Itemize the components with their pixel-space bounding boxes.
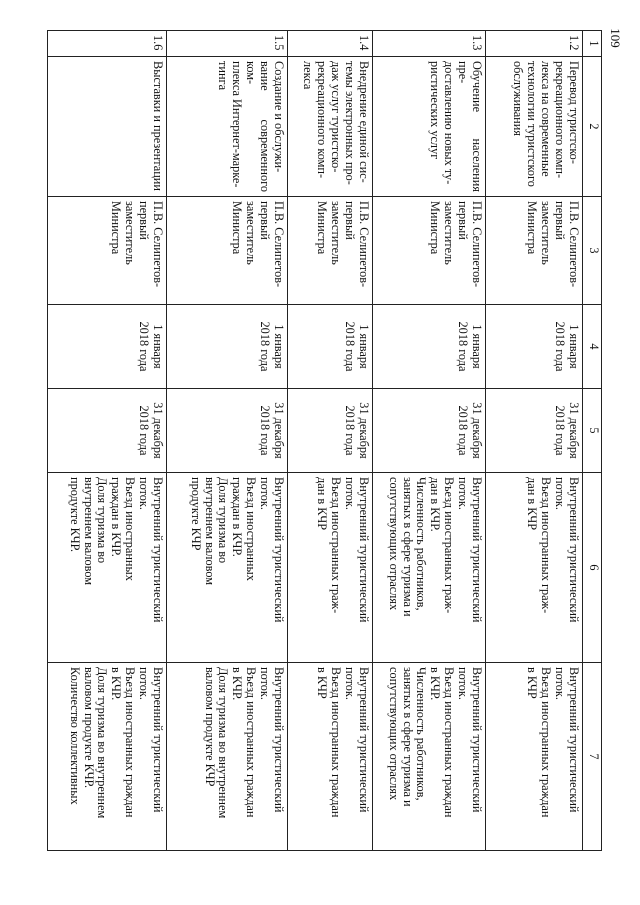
indicators-line: Численность работников,	[414, 667, 429, 801]
expected-result-line: внутреннем валовом	[81, 477, 96, 586]
expected-result-line: граждан в КЧР.	[109, 477, 124, 557]
expected-result-line: продукте КЧР	[188, 477, 203, 551]
header-col-7: 7	[583, 663, 602, 851]
event-title-line: лекса на современные	[539, 61, 554, 177]
responsible-line: П.В. Селипетов-	[151, 201, 165, 288]
header-row	[583, 31, 602, 851]
indicators-line: Въезд иностранных граждан	[442, 667, 457, 818]
indicators-line: поток.	[137, 667, 152, 700]
start-date-line: 1 января	[357, 324, 371, 369]
expected-result-line: дан в КЧР	[525, 477, 540, 531]
start-date-line: 1 января	[567, 324, 581, 369]
indicators-line: Въезд иностранных граждан	[329, 667, 344, 818]
end-date-line: 31 декабря	[357, 402, 371, 459]
indicators-line: Внутренний туристический	[470, 667, 484, 813]
event-title-cell	[167, 57, 288, 197]
responsible-line: П.В. Селипетов-	[272, 201, 286, 288]
expected-result-line: Численность работников,	[414, 477, 429, 611]
end-date-line: 31 декабря	[567, 402, 581, 459]
start-date-cell	[48, 305, 167, 389]
expected-result-line: Въезд иностранных	[123, 477, 138, 581]
expected-result-cell	[288, 473, 373, 663]
event-title-line: Обучение населения пре-	[456, 61, 484, 192]
event-title-cell	[48, 57, 167, 197]
responsible-line: Министра	[525, 201, 540, 255]
table-row	[167, 31, 288, 851]
header-col-6: 6	[583, 473, 602, 663]
end-date-line: 2018 года	[258, 405, 273, 456]
header-col-2: 2	[583, 57, 602, 197]
expected-result-line: поток.	[553, 477, 568, 510]
event-title-line: темы электронных про-	[343, 61, 358, 185]
end-date-line: 31 декабря	[272, 402, 286, 459]
event-title-line: тинга	[216, 61, 231, 91]
indicators-line: Въезд иностранных граждан	[244, 667, 259, 818]
expected-result-line: Въезд иностранных	[244, 477, 259, 581]
event-title-cell	[486, 57, 583, 197]
expected-result-line: Доля туризма во	[95, 477, 110, 564]
expected-result-line: дан в КЧР.	[428, 477, 443, 532]
responsible-line: первый заместитель	[442, 201, 471, 265]
end-date-line: 2018 года	[137, 405, 152, 456]
event-title-line: рекреационного комп-	[553, 61, 568, 179]
expected-result-cell	[167, 473, 288, 663]
expected-result-line: Внутренний туристический	[357, 477, 371, 623]
responsible-line: Министра	[315, 201, 330, 255]
responsible-line: первый заместитель	[539, 201, 568, 265]
event-title-line: даж услуг туристско-	[329, 61, 344, 173]
responsible-line: Министра	[428, 201, 443, 255]
indicators-line: Доля туризма во внутреннем	[95, 667, 110, 819]
start-date-cell	[373, 305, 486, 389]
plan-table	[47, 30, 602, 851]
indicators-line: Въезд иностранных граждан	[539, 667, 554, 818]
responsible-line: первый заместитель	[244, 201, 273, 265]
start-date-line: 2018 года	[553, 321, 568, 372]
header-col-3: 3	[583, 197, 602, 305]
start-date-cell	[486, 305, 583, 389]
start-date-cell	[167, 305, 288, 389]
event-title-line: рекреационного комп-	[315, 61, 330, 179]
expected-result-line: Въезд иностранных граж-	[329, 477, 344, 614]
indicators-line: поток.	[553, 667, 568, 700]
expected-result-line: Внутренний туристический	[470, 477, 484, 623]
indicators-line: в КЧР	[525, 667, 540, 699]
event-title-line: вание современного ком-	[244, 61, 273, 192]
indicators-line: в КЧР.	[109, 667, 124, 701]
responsible-line: П.В. Селипетов-	[470, 201, 484, 288]
indicators-line: Количество коллективных	[67, 667, 82, 805]
expected-result-cell	[48, 473, 167, 663]
expected-result-line: внутреннем валовом	[202, 477, 217, 586]
indicators-cell	[373, 663, 486, 851]
expected-result-line: Внутренний туристический	[272, 477, 286, 623]
indicators-line: Въезд иностранных граждан	[123, 667, 138, 818]
expected-result-line: продукте КЧР.	[67, 477, 82, 553]
responsible-cell	[167, 197, 288, 305]
page-number: 109	[607, 28, 623, 48]
end-date-line: 31 декабря	[470, 402, 484, 459]
indicators-line: Внутренний туристический	[151, 667, 165, 813]
indicators-line: занятых в сфере туризма и	[400, 667, 415, 807]
table-body	[48, 31, 583, 851]
responsible-cell	[48, 197, 167, 305]
start-date-cell	[288, 305, 373, 389]
expected-result-cell	[373, 473, 486, 663]
event-title-cell	[373, 57, 486, 197]
indicators-line: в КЧР.	[428, 667, 443, 701]
responsible-line: П.В. Селипетов-	[567, 201, 581, 288]
indicators-cell	[288, 663, 373, 851]
responsible-line: первый заместитель	[123, 201, 152, 265]
expected-result-line: Въезд иностранных граж-	[539, 477, 554, 614]
responsible-cell	[373, 197, 486, 305]
indicators-line: валовом продукте КЧР	[202, 667, 217, 787]
expected-result-line: поток.	[258, 477, 273, 510]
responsible-cell	[486, 197, 583, 305]
indicators-line: поток.	[258, 667, 273, 700]
event-title-line: Создание и обслужи-	[272, 61, 286, 173]
indicators-line: Внутренний туристический	[272, 667, 286, 813]
expected-result-cell	[486, 473, 583, 663]
expected-result-line: поток.	[343, 477, 358, 510]
responsible-line: Министра	[109, 201, 124, 255]
indicators-line: Доля туризма во внутреннем	[216, 667, 231, 819]
expected-result-line: Въезд иностранных граж-	[442, 477, 457, 614]
indicators-line: Внутренний туристический	[357, 667, 371, 813]
indicators-line: Внутренний туристический	[567, 667, 581, 813]
indicators-line: поток.	[456, 667, 471, 700]
start-date-line: 2018 года	[456, 321, 471, 372]
event-title-line: ристических услуг	[428, 61, 443, 160]
responsible-cell	[288, 197, 373, 305]
expected-result-line: Внутренний туристический	[567, 477, 581, 623]
table-row	[48, 31, 167, 851]
end-date-line: 2018 года	[553, 405, 568, 456]
expected-result-line: поток.	[137, 477, 152, 510]
indicators-cell	[167, 663, 288, 851]
row-number-cell: 1.2	[486, 31, 583, 57]
header-col-5: 5	[583, 389, 602, 473]
end-date-line: 2018 года	[456, 405, 471, 456]
end-date-cell	[48, 389, 167, 473]
event-title-line: Внедрение единой сис-	[357, 61, 371, 183]
end-date-cell	[167, 389, 288, 473]
event-title-line: технологии туристского	[525, 61, 540, 187]
expected-result-line: поток.	[456, 477, 471, 510]
indicators-cell	[486, 663, 583, 851]
row-number-cell: 1.6	[48, 31, 167, 57]
end-date-line: 31 декабря	[151, 402, 165, 459]
start-date-line: 2018 года	[258, 321, 273, 372]
event-title-line: плекса Интернет-марке-	[230, 61, 245, 188]
table-row	[373, 31, 486, 851]
responsible-line: Министра	[230, 201, 245, 255]
start-date-line: 2018 года	[137, 321, 152, 372]
start-date-line: 1 января	[151, 324, 165, 369]
event-title-line: доставлению новых ту-	[442, 61, 457, 185]
indicators-line: поток.	[343, 667, 358, 700]
event-title-line: Перевод туристско-	[567, 61, 581, 164]
end-date-line: 2018 года	[343, 405, 358, 456]
event-title-line: лекса	[301, 61, 316, 90]
indicators-line: в КЧР	[315, 667, 330, 699]
end-date-cell	[486, 389, 583, 473]
row-number-cell: 1.4	[288, 31, 373, 57]
start-date-line: 1 января	[272, 324, 286, 369]
indicators-cell	[48, 663, 167, 851]
end-date-cell	[288, 389, 373, 473]
indicators-line: в КЧР.	[230, 667, 245, 701]
start-date-line: 2018 года	[343, 321, 358, 372]
row-number-cell: 1.5	[167, 31, 288, 57]
responsible-line: П.В. Селипетов-	[357, 201, 371, 288]
expected-result-line: сопутствующих отраслях	[386, 477, 401, 611]
event-title-cell	[288, 57, 373, 197]
header-col-4: 4	[583, 305, 602, 389]
start-date-line: 1 января	[470, 324, 484, 369]
indicators-line: валовом продукте КЧР.	[81, 667, 96, 789]
row-number-cell: 1.3	[373, 31, 486, 57]
expected-result-line: занятых в сфере туризма и	[400, 477, 415, 617]
indicators-line: сопутствующих отраслях	[386, 667, 401, 801]
header-col-1: 1	[583, 31, 602, 57]
table-row	[288, 31, 373, 851]
expected-result-line: дан в КЧР	[315, 477, 330, 531]
expected-result-line: Внутренний туристический	[151, 477, 165, 623]
rotated-table-container	[56, 30, 602, 850]
event-title-line: обслуживания	[511, 61, 526, 136]
end-date-cell	[373, 389, 486, 473]
responsible-line: первый заместитель	[329, 201, 358, 265]
expected-result-line: Доля туризма во	[216, 477, 231, 564]
event-title-line: Выставки и презентации	[151, 61, 165, 191]
table-row	[486, 31, 583, 851]
expected-result-line: граждан в КЧР.	[230, 477, 245, 557]
